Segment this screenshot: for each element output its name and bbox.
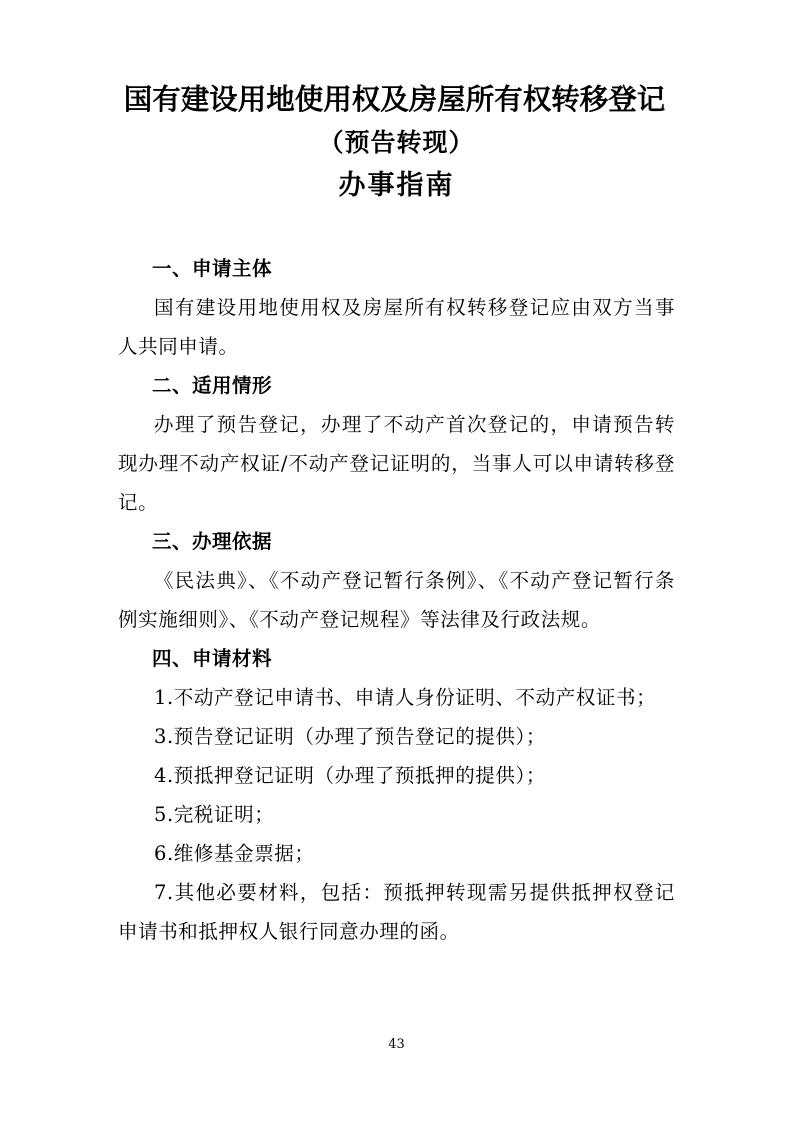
material-item-6: 7.其他必要材料，包括：预抵押转现需另提供抵押权登记申请书和抵押权人银行同意办理的函。 <box>118 881 675 943</box>
section-1-paragraph-1: 国有建设用地使用权及房屋所有权转移登记应由双方当事人共同申请。 <box>118 296 675 358</box>
material-item-2: 3.预告登记证明（办理了预告登记的提供）； <box>154 725 546 748</box>
title-line-2: （预告转现） <box>318 128 475 157</box>
document-title <box>118 0 675 207</box>
title-line-1: 国有建设用地使用权及房屋所有权转移登记 <box>123 83 666 116</box>
section-applicant <box>118 249 675 366</box>
section-2-paragraph-1: 办理了预告登记，办理了不动产首次登记的，申请预告转现办理不动产权证/不动产登记证明的，当事人可以申请转移登记。 <box>118 413 675 514</box>
section-legal-basis <box>118 522 675 639</box>
title-line-3: 办事指南 <box>338 170 455 201</box>
section-3-paragraph-1: 《民法典》、《不动产登记暂行条例》、《不动产登记暂行条例实施细则》、《不动产登记规程》等法律及行政法规。 <box>118 569 675 631</box>
section-application-materials <box>118 639 675 951</box>
material-item-3: 4.预抵押登记证明（办理了预抵押的提供）； <box>154 764 546 787</box>
section-heading-3: 三、办理依据 <box>152 530 273 553</box>
material-item-4: 5.完税证明； <box>154 803 275 826</box>
section-heading-2: 二、适用情形 <box>152 374 273 397</box>
material-item-1: 1.不动产登记申请书、申请人身份证明、不动产权证书； <box>154 686 657 709</box>
document-body <box>118 249 675 951</box>
section-heading-1: 一、申请主体 <box>152 257 273 280</box>
page-number: 43 <box>388 1037 405 1052</box>
section-applicable-situation <box>118 366 675 522</box>
material-item-5: 6.维修基金票据； <box>154 842 315 865</box>
section-heading-4: 四、申请材料 <box>152 647 273 670</box>
